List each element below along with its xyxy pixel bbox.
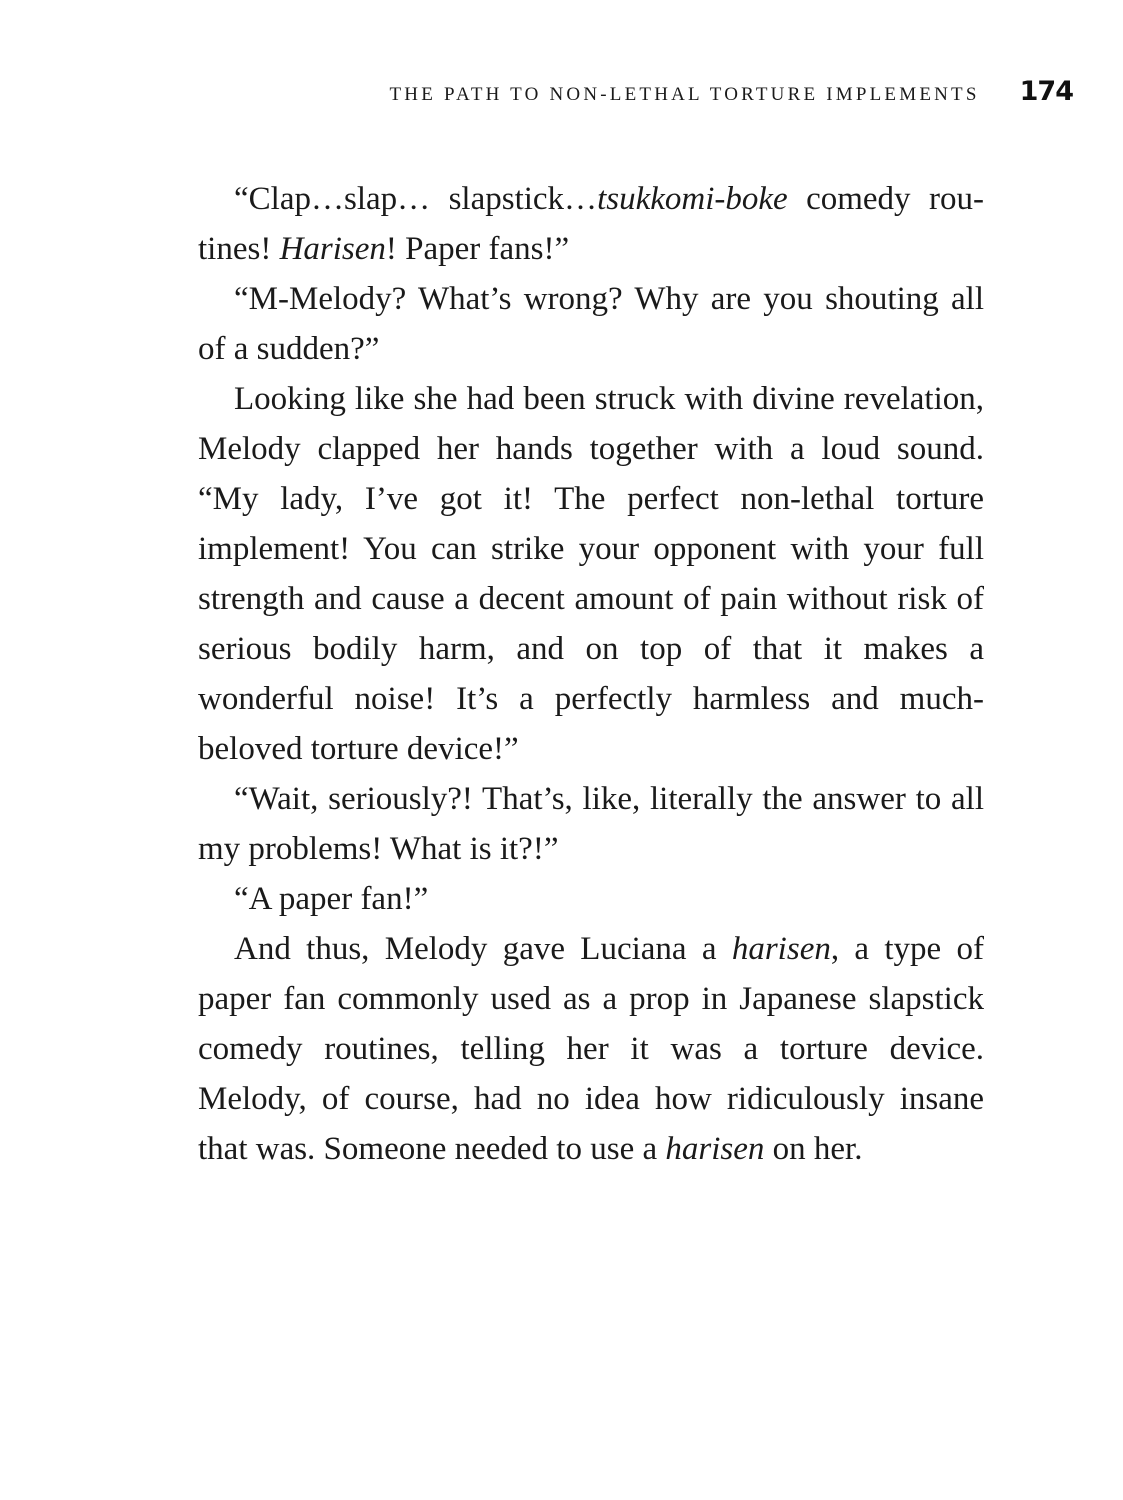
text-run: ! Paper fans!”: [385, 231, 570, 267]
italic-text-run: harisen: [731, 931, 831, 967]
paragraph: [198, 274, 984, 374]
italic-text-run: tsukkomi-boke: [597, 181, 788, 217]
text-run: Looking like she had been struck with divine revelation, Melody clapped her hands together with a loud sound. “My lady, I’ve got it! The perfect non-lethal torture implement! You can strike your opponent with your full strength and cause a decent amount of pain without risk of serious bodily harm, and on top of that it makes a wonderful noise! It’s a perfectly harmless and much-beloved torture device!”: [198, 381, 984, 767]
text-run: “Clap…slap… slapstick…: [234, 181, 598, 217]
paragraph: [198, 374, 984, 774]
running-title: THE PATH TO NON-LETHAL TORTURE IMPLEMENTS: [389, 84, 980, 105]
body-text: [198, 174, 984, 1174]
page-number: 174: [1019, 76, 1073, 107]
paragraph: [198, 924, 984, 1174]
running-header: [390, 76, 1074, 107]
text-run: “M-Melody? What’s wrong? Why are you shouting all of a sudden?”: [198, 281, 984, 367]
text-run: And thus, Melody gave Luciana a: [234, 931, 732, 967]
italic-text-run: harisen: [665, 1131, 765, 1167]
paragraph: [198, 874, 984, 924]
text-run: “Wait, seriously?! That’s, like, literally the answer to all my problems! What is it?!”: [198, 781, 984, 867]
text-run: on her.: [764, 1131, 863, 1167]
text-run: “A paper fan!”: [234, 881, 429, 917]
paragraph: [198, 174, 984, 274]
text-run: , a type of paper fan commonly used as a prop in Japanese slapstick comedy routines, telling her it was a torture device. Melody, of course, had no idea how ridiculously insane that was. Someone needed to use a: [198, 931, 984, 1167]
text-run: comedy routines!: [198, 181, 984, 267]
paragraph: [198, 774, 984, 874]
italic-text-run: Harisen: [279, 231, 386, 267]
